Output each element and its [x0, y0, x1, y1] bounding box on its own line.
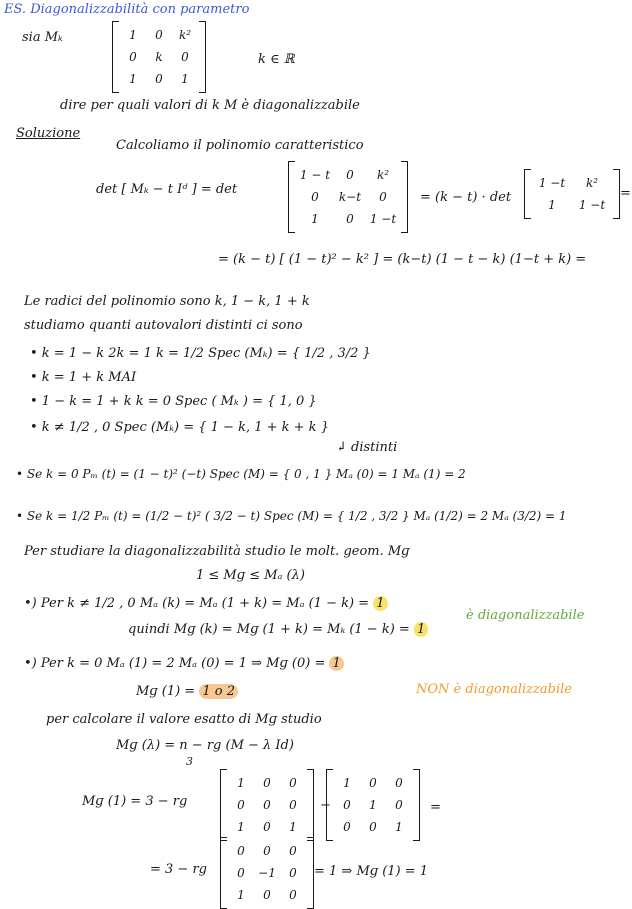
matrix-cell: 1: [129, 28, 137, 42]
poly-factorization: = (k − t) [ (1 − t)² − k² ] = (k−t) (1 − t − k) (1−t + k) =: [218, 252, 587, 267]
mg-formula: Mɡ (λ) = n − rg (M − λ Id): [116, 738, 294, 753]
rank-2-rhs: = 1 ⇒ Mɡ (1) = 1: [314, 864, 429, 879]
matrix-cell: 0: [289, 844, 297, 858]
highlight-one-b: 1: [414, 622, 428, 637]
point-2-line-b: [136, 684, 238, 700]
det-matrix: [296, 164, 400, 230]
matrix-cell: 0: [289, 776, 297, 790]
matrix-cell: 0: [379, 190, 387, 204]
bullet-3: • 1 − k = 1 + k k = 0 Spec ( Mₖ ) = { 1, 0 }: [30, 394, 317, 409]
bullet-4: • k ≠ 1/2 , 0 Spec (Mₖ) = { 1 − k, 1 + k + k }: [30, 420, 329, 435]
matrix-cell: 0: [346, 168, 354, 182]
matrix-cell: 0: [155, 28, 163, 42]
point-2-text-a: •) Per k = 0 Mₐ (1) = 2 Mₐ (0) = 1 ⇒ Mɡ (0) =: [24, 656, 326, 671]
matrix-cell: k−t: [338, 190, 362, 204]
point-1-text-b: quindi Mɡ (k) = Mɡ (1 + k) = Mₖ (1 − k) =: [128, 622, 410, 637]
matrix-cell: 0: [311, 190, 319, 204]
matrix-cell: 1: [237, 776, 245, 790]
point-2-line-a: [24, 656, 344, 672]
matrix-cell: 0: [343, 798, 351, 812]
highlight-one-or-two: 1 o 2: [199, 684, 238, 699]
matrix-cell: 1: [311, 212, 319, 226]
matrix-cell: 0: [129, 50, 137, 64]
diag-yes-note: è diagonalizzabile: [466, 608, 585, 623]
distinct-note: ↲ distinti: [336, 440, 398, 455]
matrix-cell: 0: [263, 844, 271, 858]
matrix-cell: 0: [237, 866, 245, 880]
geom-mult-line: Per studiare la diagonalizzabilità studio le molt. geom. Mɡ: [24, 544, 410, 559]
mult-inequality: 1 ≤ Mɡ ≤ Mₐ (λ): [196, 568, 305, 583]
matrix-cell: 1: [237, 888, 245, 902]
matrix-cell: k²: [585, 176, 599, 190]
matrix-cell: 0: [395, 776, 403, 790]
matrix-cell: 0: [395, 798, 403, 812]
case-k-zero: • Se k = 0 Pₘ (t) = (1 − t)² (−t) Spec (M) = { 0 , 1 } Mₐ (0) = 1 Mₐ (1) = 2: [16, 467, 466, 481]
matrix-cell: 0: [263, 776, 271, 790]
highlight-one-c: 1: [329, 656, 343, 671]
det-lhs: det [ Mₖ − t Iᵈ ] = det: [96, 182, 238, 197]
matrix-cell: 0: [181, 50, 189, 64]
rank-matrix-b: [228, 840, 306, 906]
matrix-cell: k²: [178, 28, 192, 42]
rank-matrix-a: [228, 772, 306, 838]
matrix-cell: 1: [548, 198, 556, 212]
matrix-cell: 1 −t: [578, 198, 606, 212]
case-k-half: • Se k = 1/2 Pₘ (t) = (1/2 − t)² ( 3/2 − t) Spec (M) = { 1/2 , 3/2 } Mₐ (1/2) = 2 Mₐ (3/2) = 1: [16, 509, 567, 523]
point-2-text-b: Mɡ (1) =: [136, 684, 196, 699]
matrix-cell: 1: [237, 820, 245, 834]
solution-label: Soluzione: [16, 126, 81, 141]
study-line: studiamo quanti autovalori distinti ci sono: [24, 318, 303, 333]
matrix-cell: 0: [237, 844, 245, 858]
matrix-cell: k²: [376, 168, 390, 182]
rank-eq: =: [430, 800, 441, 815]
highlight-one-a: 1: [373, 596, 387, 611]
det-mid: = (k − t) · det: [420, 190, 512, 205]
matrix-cell: 0: [369, 820, 377, 834]
matrix-cell: 1 −t: [369, 212, 397, 226]
det-end: =: [620, 186, 631, 201]
point-1-text-a: •) Per k ≠ 1/2 , 0 Mₐ (k) = Mₐ (1 + k) = Mₐ (1 − k) =: [24, 596, 370, 611]
rank-2-lhs: = 3 − rg: [150, 862, 207, 877]
question-text: dire per quali valori di k M è diagonalizzabile: [60, 98, 360, 113]
calc-line: per calcolare il valore esatto di Mɡ studio: [46, 712, 322, 727]
diag-no-note: NON è diagonalizzabile: [416, 682, 572, 697]
matrix-cell: 0: [346, 212, 354, 226]
matrix-cell: 0: [155, 72, 163, 86]
matrix-cell: 0: [289, 798, 297, 812]
matrix-cell: 0: [263, 888, 271, 902]
matrix-cell: 0: [289, 866, 297, 880]
point-1-line-b: [128, 622, 428, 638]
matrix-cell: 0: [237, 798, 245, 812]
bullet-1: • k = 1 − k 2k = 1 k = 1/2 Spec (Mₖ) = { 1/2 , 3/2 }: [30, 346, 371, 361]
char-poly-heading: Calcoliamo il polinomio caratteristico: [116, 138, 364, 153]
matrix-cell: 1 −t: [538, 176, 566, 190]
matrix-cell: −1: [258, 866, 276, 880]
matrix-cell: 1: [181, 72, 189, 86]
rank-identity: [334, 772, 412, 838]
matrix-cell: 0: [289, 888, 297, 902]
matrix-cell: k: [155, 50, 163, 64]
rank-minus: −: [320, 798, 331, 813]
matrix-cell: 1: [289, 820, 297, 834]
page-title: ES. Diagonalizzabilità con parametro: [4, 2, 250, 17]
matrix-cell: 1: [369, 798, 377, 812]
matrix-cell: 0: [369, 776, 377, 790]
rank-1-lhs: Mɡ (1) = 3 − rg: [82, 794, 188, 809]
matrix-cell: 0: [343, 820, 351, 834]
det-matrix-2x2: [532, 172, 612, 216]
matrix-cell: 1: [343, 776, 351, 790]
bullet-2: • k = 1 + k MAI: [30, 370, 137, 385]
intro-condition: k ∈ ℝ: [258, 52, 295, 67]
roots-line: Le radici del polinomio sono k, 1 − k, 1 + k: [24, 294, 310, 309]
matrix-cell: 1 − t: [299, 168, 331, 182]
intro-matrix-label: sia Mₖ: [22, 30, 63, 45]
matrix-cell: 0: [263, 798, 271, 812]
intro-matrix: [120, 24, 198, 90]
matrix-cell: 0: [263, 820, 271, 834]
matrix-cell: 1: [395, 820, 403, 834]
point-1-line-a: [24, 596, 388, 612]
matrix-cell: 1: [129, 72, 137, 86]
n-value-note: 3: [186, 755, 193, 768]
